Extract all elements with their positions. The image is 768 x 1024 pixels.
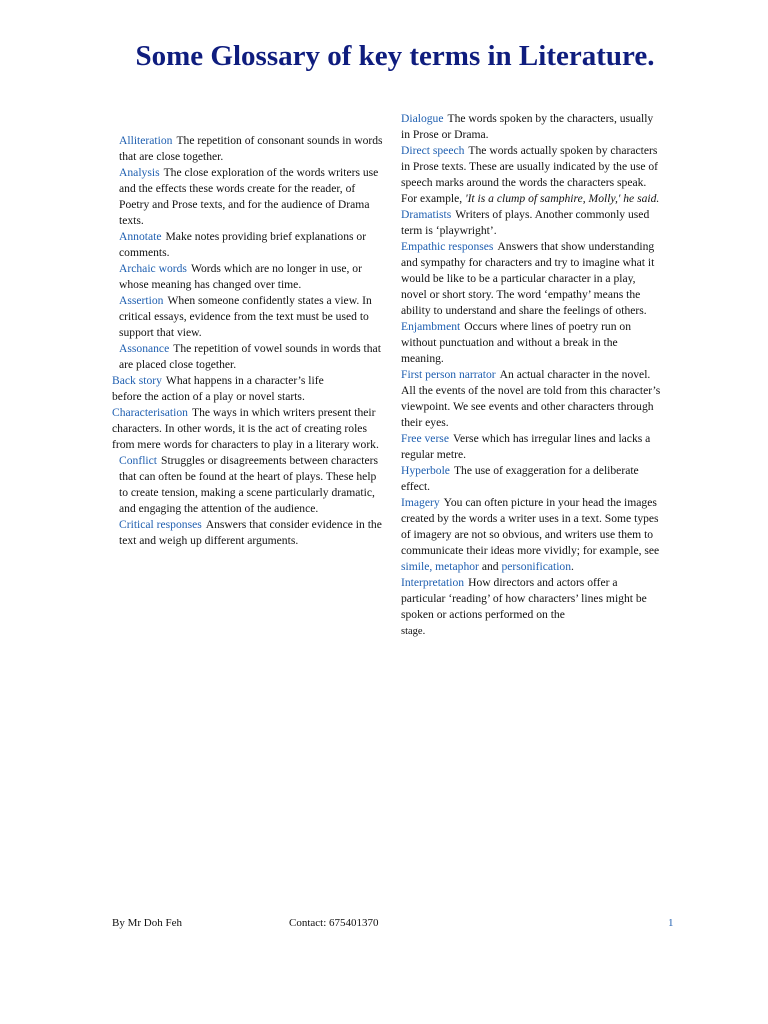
glossary-term: Empathic responses	[401, 240, 494, 253]
glossary-entry	[401, 463, 663, 495]
glossary-definition: The words spoken by the characters, usually in Prose or Drama.	[401, 112, 654, 141]
glossary-definition: Occurs where lines of poetry run on without punctuation and without a break in the meaning.	[401, 320, 632, 365]
glossary-entry	[401, 367, 663, 431]
glossary-definition: An actual character in the novel. All the events of the novel are told from this character’s viewpoint. We see events and other characters through their eyes.	[401, 368, 661, 429]
glossary-entry	[112, 261, 384, 293]
glossary-entry	[112, 133, 384, 165]
glossary-definition: How directors and actors offer a particular ‘reading’ of how characters’ lines might be spoken or actions performed on the	[401, 576, 647, 621]
glossary-entry	[401, 207, 663, 239]
glossary-term: Direct speech	[401, 144, 465, 157]
glossary-entry	[112, 293, 384, 341]
glossary-term: Imagery	[401, 496, 440, 509]
footer-contact: Contact: 675401370	[289, 917, 379, 929]
conjunction-text: and	[481, 560, 499, 573]
footer-author: By Mr Doh Feh	[112, 917, 182, 929]
glossary-entry	[112, 453, 384, 517]
glossary-definition: Answers that consider evidence in the text and weigh up different arguments.	[119, 518, 382, 547]
glossary-definition: Verse which has irregular lines and lacks a regular metre.	[401, 432, 651, 461]
glossary-term: First person narrator	[401, 368, 496, 381]
glossary-entry	[112, 517, 384, 549]
definition-tail: stage.	[401, 626, 426, 637]
glossary-definition: When someone confidently states a view. In critical essays, evidence from the text must be used to support that view.	[119, 294, 372, 339]
glossary-left-column	[112, 133, 384, 549]
glossary-term: Interpretation	[401, 576, 465, 589]
glossary-entry	[401, 495, 663, 575]
glossary-definition: The words actually spoken by characters in Prose texts. These are usually indicated by the use of speech marks around the words the characters speak. For example,	[401, 144, 659, 205]
glossary-right-column	[401, 111, 663, 640]
glossary-entry	[401, 143, 663, 207]
glossary-term: Dialogue	[401, 112, 444, 125]
glossary-definition: Words which are no longer in use, or whose meaning has changed over time.	[119, 262, 362, 291]
example-quote: 'It is a clump of samphire, Molly,' he said.	[465, 192, 660, 205]
page-number: 1	[668, 917, 674, 929]
glossary-entry	[401, 111, 663, 143]
cross-reference: simile, metaphor	[401, 560, 479, 573]
glossary-term: Hyperbole	[401, 464, 450, 477]
glossary-definition: The repetition of vowel sounds in words that are placed close together.	[119, 342, 381, 371]
glossary-term: Back story	[112, 374, 162, 387]
glossary-definition: Struggles or disagreements between characters that can often be found at the heart of plays. These help to create tension, making a scene particularly dramatic, and engaging the attention of the audience.	[119, 454, 378, 515]
glossary-term: Enjambment	[401, 320, 461, 333]
glossary-definition: Writers of plays. Another commonly used term is ‘playwright’.	[401, 208, 650, 237]
glossary-definition: You can often picture in your head the images created by the words a writer uses in a text. Some types of imagery are not so obvious, and writers use them to communicate their ideas more vividly; for example, see	[401, 496, 660, 557]
glossary-definition: The close exploration of the words writers use and the effects these words create for the reader, of Poetry and Prose texts, and for the audience of Drama texts.	[119, 166, 379, 227]
glossary-entry	[112, 373, 384, 405]
glossary-definition: Answers that show understanding and sympathy for characters and try to imagine what it would be like to be a particular character in a play, novel or short story. The word ‘empathy’ means the ability to understand and share the feelings of others.	[401, 240, 655, 317]
glossary-term: Analysis	[119, 166, 160, 179]
glossary-term: Dramatists	[401, 208, 452, 221]
glossary-term: Assertion	[119, 294, 164, 307]
cross-reference: personification	[501, 560, 572, 573]
glossary-term: Annotate	[119, 230, 162, 243]
glossary-term: Archaic words	[119, 262, 187, 275]
glossary-term: Characterisation	[112, 406, 188, 419]
glossary-definition: The use of exaggeration for a deliberate effect.	[401, 464, 639, 493]
glossary-entry	[401, 319, 663, 367]
glossary-term: Conflict	[119, 454, 157, 467]
glossary-term: Critical responses	[119, 518, 202, 531]
glossary-term: Free verse	[401, 432, 449, 445]
glossary-entry	[401, 575, 663, 640]
glossary-definition: The ways in which writers present their characters. In other words, it is the act of creating roles from mere words for characters to play in a literary work.	[112, 406, 379, 451]
glossary-entry	[112, 165, 384, 229]
glossary-entry	[401, 431, 663, 463]
glossary-definition: Make notes providing brief explanations or comments.	[119, 230, 367, 259]
glossary-definition: The repetition of consonant sounds in words that are close together.	[119, 134, 383, 163]
sentence-end: .	[571, 560, 574, 573]
glossary-entry	[112, 405, 384, 453]
glossary-entry	[112, 229, 384, 261]
glossary-term: Assonance	[119, 342, 170, 355]
glossary-entry	[401, 239, 663, 319]
glossary-term: Alliteration	[119, 134, 173, 147]
glossary-entry	[112, 341, 384, 373]
page-title: Some Glossary of key terms in Literature.	[135, 40, 655, 72]
glossary-definition: What happens in a character’s life before the action of a play or novel starts.	[112, 374, 324, 403]
